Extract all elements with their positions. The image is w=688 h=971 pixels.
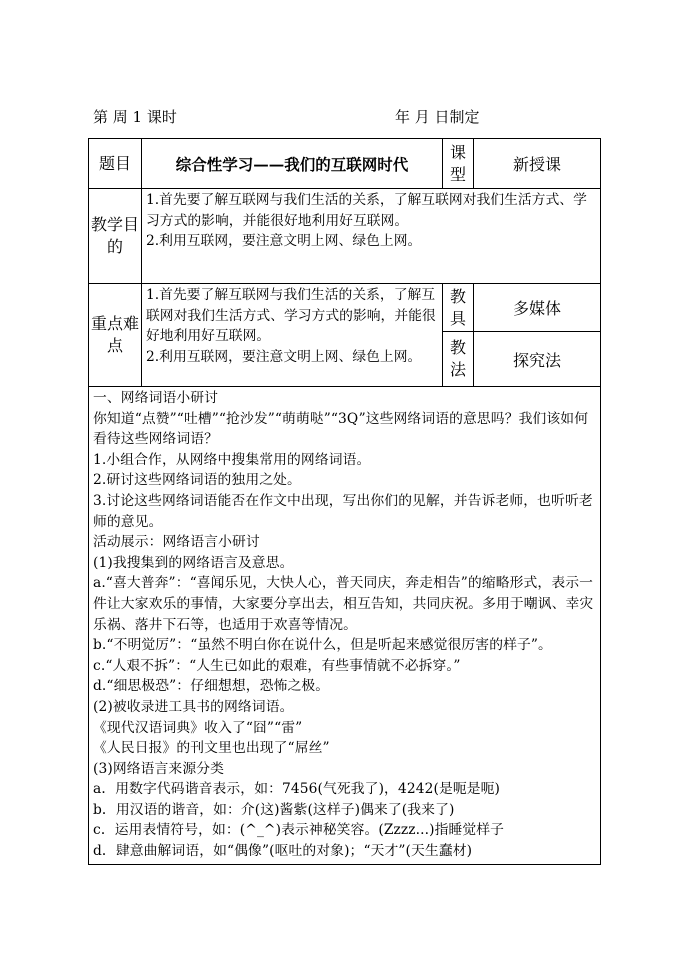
content-line: 你知道“点赞”“吐槽”“抢沙发”“萌萌哒”“3Q”这些网络词语的意思吗？我们该如何看待这些网络词语？ [93,410,589,448]
date-label: 年 月 日制定 [395,108,480,126]
content-line: (1)我搜集到的网络语言及意思。 [93,554,294,571]
lesson-content [89,387,601,865]
content-line: (3)网络语言来源分类 [93,760,225,777]
method-label: 教法 [443,332,474,387]
page-header [93,106,613,128]
title-row [89,139,601,189]
goal-item: 1.首先要了解互联网与我们生活的关系，了解互联网对我们生活方式、学习方式的影响，并能很好地利用好互联网。 [146,192,587,229]
key-item: 2.利用互联网，要注意文明上网、绿色上网。 [146,348,422,365]
tools-value: 多媒体 [474,284,601,332]
content-line: 2.研讨这些网络词语的独用之处。 [93,472,301,489]
content-line: a.“喜大普奔”：“喜闻乐见，大快人心，普天同庆，奔走相告”的缩略形式，表示一件让大家欢乐的事情，大家要分享出去，相互告知，共同庆祝。多用于嘲讽、幸灾乐祸、落井下石等，也适用于欢喜等情况。 [93,575,594,633]
title-label: 题目 [89,139,142,189]
goal-item: 2.利用互联网，要注意文明上网、绿色上网。 [146,233,422,249]
week-lesson-label: 第 周 1 课时 [93,108,177,126]
content-line: d.“细思极恐”：仔细想想，恐怖之极。 [93,678,330,695]
content-line: 《人民日报》的刊文里也出现了“屌丝” [93,740,330,757]
key-content [142,284,443,387]
method-value: 探究法 [474,332,601,387]
content-line: a．用数字代码谐音表示，如：7456(气死我了)，4242(是呃是呃) [93,781,501,798]
tools-row [89,284,601,332]
content-line: d．肆意曲解词语，如“偶像”(呕吐的对象)；“天才”(天生蠢材) [93,843,473,860]
content-line: 活动展示：网络语言小研讨 [93,534,260,551]
content-line: 一、网络词语小研讨 [93,390,219,406]
content-line: c.“人艰不拆”：“人生已如此的艰难，有些事情就不必拆穿。” [93,657,461,674]
content-line: (2)被收录进工具书的网络词语。 [93,698,294,715]
key-item: 1.首先要了解互联网与我们生活的关系，了解互联网对我们生活方式、学习方式的影响，并能很好地利用好互联网。 [146,287,436,344]
goal-row [89,189,601,284]
content-line: 3.讨论这些网络词语能否在作文中出现，写出你们的见解，并告诉老师，也听听老师的意见。 [93,492,593,530]
content-line: 1.小组合作，从网络中搜集常用的网络词语。 [93,451,371,468]
content-line: b．用汉语的谐音，如：介(这)酱紫(这样子)偶来了(我来了) [93,801,455,818]
lesson-plan-table [88,138,601,865]
content-line: b.“不明觉厉”：“虽然不明白你在说什么，但是听起来感觉很厉害的样子”。 [93,637,552,654]
type-label: 课型 [443,139,474,189]
key-label: 重点难点 [89,284,142,387]
content-row [89,387,601,865]
goal-content [142,189,601,284]
content-line: 《现代汉语词典》收入了“囧”“雷” [93,719,303,736]
type-value: 新授课 [474,139,601,189]
content-line: c．运用表情符号，如：(^_^)表示神秘笑容。(Zzzz...)指睡觉样子 [93,822,505,839]
tools-label: 教具 [443,284,474,332]
goal-label: 教学目的 [89,189,142,284]
lesson-title: 综合性学习——我们的互联网时代 [142,139,443,189]
